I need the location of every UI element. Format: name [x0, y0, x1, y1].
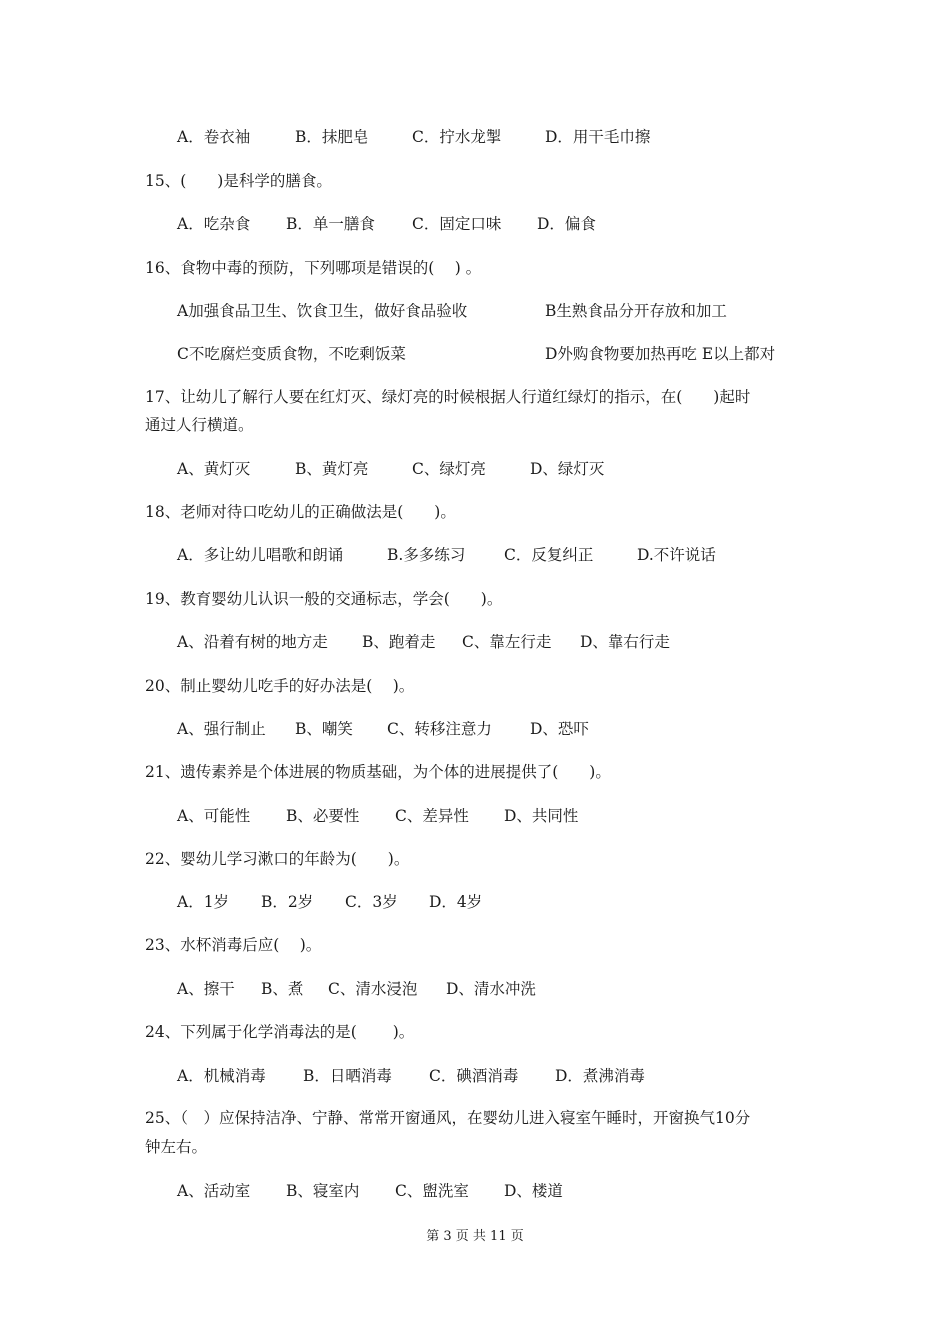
q24-option-b: B．日晒消毒: [303, 1067, 392, 1085]
q18-option-c: C．反复纠正: [504, 546, 594, 564]
q19-option-a: A、沿着有树的地方走: [177, 633, 328, 651]
q15-option-d: D．偏食: [537, 215, 596, 233]
question-20: 20、制止婴幼儿吃手的好办法是( )。: [145, 677, 415, 695]
question-22: 22、婴幼儿学习漱口的年龄为( )。: [145, 850, 410, 868]
q20-option-c: C、转移注意力: [387, 720, 492, 738]
q17-option-c: C、绿灯亮: [412, 460, 486, 478]
q16-option-d: D外购食物要加热再吃 E以上都对: [545, 345, 776, 363]
q18-option-b: B.多多练习: [387, 546, 466, 564]
q14-option-d: D．用干毛巾擦: [545, 128, 651, 146]
q16-option-a: A加强食品卫生、饮食卫生，做好食品验收: [177, 302, 468, 320]
q24-option-a: A．机械消毒: [177, 1067, 266, 1085]
q22-option-a: A．1岁: [177, 893, 230, 911]
q19-option-d: D、靠右行走: [580, 633, 670, 651]
q20-option-d: D、恐吓: [530, 720, 589, 738]
q25-option-a: A、活动室: [177, 1182, 251, 1200]
q25-option-c: C、盥洗室: [395, 1182, 469, 1200]
question-25-line-2: 钟左右。: [145, 1138, 208, 1156]
q15-option-c: C．固定口味: [412, 215, 502, 233]
q17-option-b: B、黄灯亮: [295, 460, 369, 478]
q23-option-c: C、清水浸泡: [328, 980, 418, 998]
q22-option-d: D．4岁: [429, 893, 483, 911]
q19-option-b: B、跑着走: [362, 633, 436, 651]
q17-option-d: D、绿灯灭: [530, 460, 605, 478]
q16-option-c: C不吃腐烂变质食物，不吃剩饭菜: [177, 345, 406, 363]
question-23: 23、水杯消毒后应( )。: [145, 936, 322, 954]
q16-option-b: B生熟食品分开存放和加工: [545, 302, 727, 320]
q23-option-a: A、擦干: [177, 980, 235, 998]
q21-option-d: D、共同性: [504, 807, 579, 825]
q18-option-a: A．多让幼儿唱歌和朗诵: [177, 546, 344, 564]
q25-option-d: D、楼道: [504, 1182, 563, 1200]
q22-option-c: C．3岁: [345, 893, 398, 911]
q20-option-b: B、嘲笑: [295, 720, 353, 738]
question-16: 16、食物中毒的预防，下列哪项是错误的( ) 。: [145, 259, 482, 277]
q23-option-b: B、煮: [261, 980, 304, 998]
question-18: 18、老师对待口吃幼儿的正确做法是( )。: [145, 503, 456, 521]
question-21: 21、遗传素养是个体进展的物质基础，为个体的进展提供了( )。: [145, 763, 611, 781]
q25-option-b: B、寝室内: [286, 1182, 360, 1200]
q14-option-c: C．拧水龙掣: [412, 128, 502, 146]
q21-option-c: C、差异性: [395, 807, 469, 825]
question-24: 24、下列属于化学消毒法的是( )。: [145, 1023, 415, 1041]
q17-option-a: A、黄灯灭: [177, 460, 251, 478]
q19-option-c: C、靠左行走: [462, 633, 552, 651]
q14-option-b: B．抹肥皂: [295, 128, 369, 146]
q18-option-d: D.不许说话: [637, 546, 716, 564]
q21-option-b: B、必要性: [286, 807, 360, 825]
question-19: 19、教育婴幼儿认识一般的交通标志，学会( )。: [145, 590, 503, 608]
page-number-footer: 第 3 页 共 11 页: [426, 1229, 524, 1244]
q24-option-c: C．碘酒消毒: [429, 1067, 519, 1085]
question-15: 15、( )是科学的膳食。: [145, 172, 332, 190]
q21-option-a: A、可能性: [177, 807, 251, 825]
question-17-line-2: 通过人行横道。: [145, 416, 254, 434]
q20-option-a: A、强行制止: [177, 720, 266, 738]
q22-option-b: B．2岁: [261, 893, 314, 911]
q24-option-d: D．煮沸消毒: [555, 1067, 645, 1085]
q15-option-b: B．单一膳食: [286, 215, 375, 233]
q15-option-a: A．吃杂食: [177, 215, 251, 233]
q23-option-d: D、清水冲洗: [446, 980, 536, 998]
question-25-line-1: 25、（ ）应保持洁净、宁静、常常开窗通风，在婴幼儿进入寝室午睡时，开窗换气10分: [145, 1109, 751, 1127]
question-17-line-1: 17、让幼儿了解行人要在红灯灭、绿灯亮的时候根据人行道红绿灯的指示，在( )起时: [145, 388, 751, 406]
q14-option-a: A．卷衣袖: [177, 128, 251, 146]
